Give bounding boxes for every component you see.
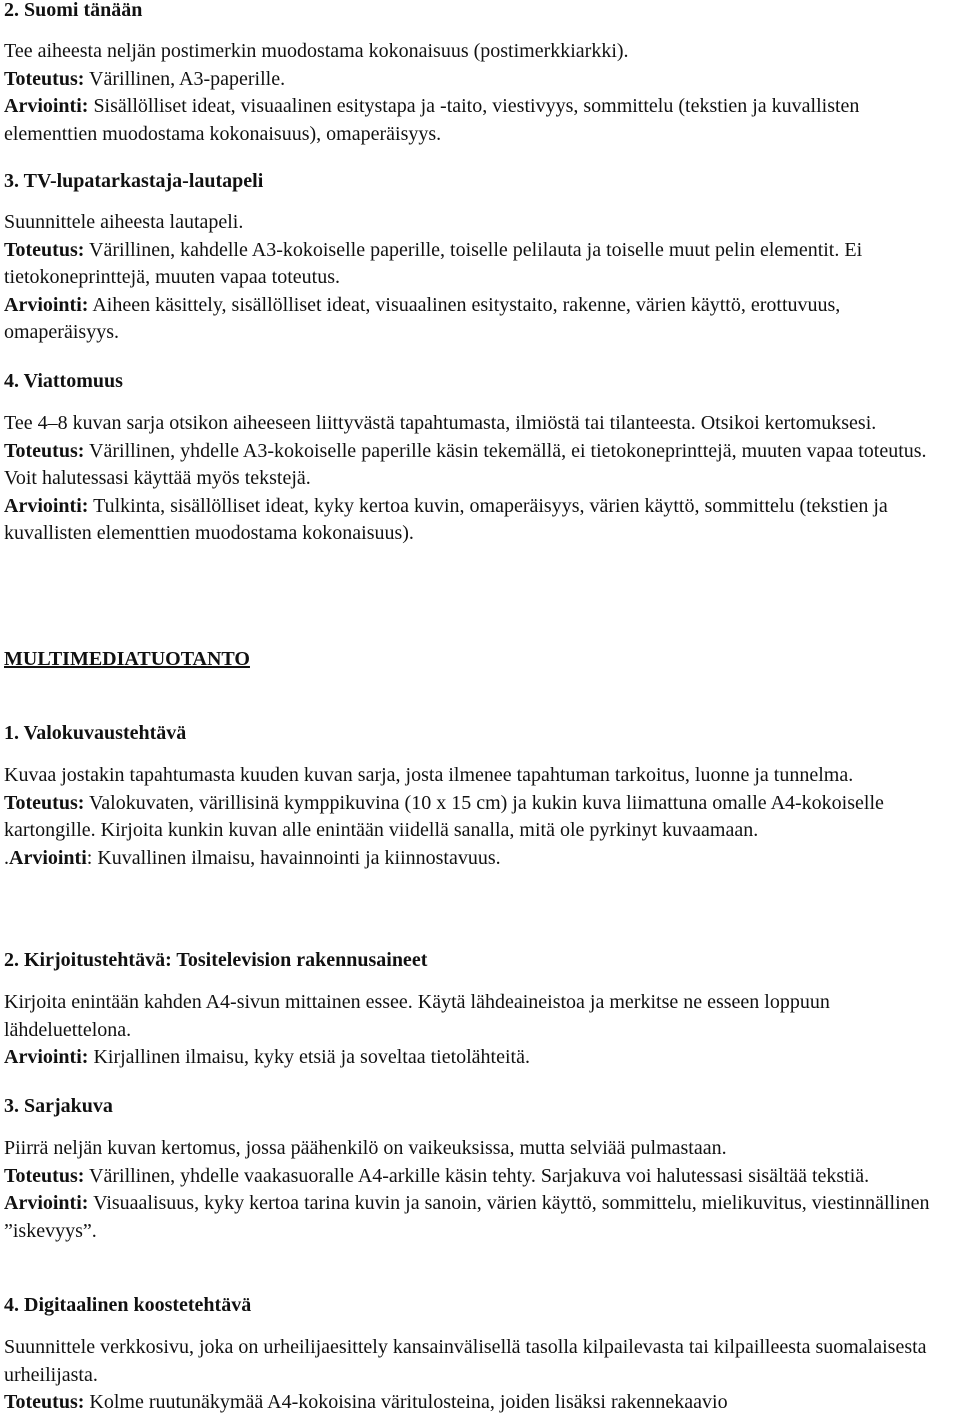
body-text: Sisällölliset ideat, visuaalinen esitystapa ja -taito, viestivyys, sommittelu (tekstien ja kuvallisten elementtien muodostama kokonaisuus), omaperäisyys. bbox=[4, 95, 860, 145]
body-text: Tulkinta, sisällölliset ideat, kyky kertoa kuvin, omaperäisyys, värien käyttö, sommittelu (tekstien ja kuvallisten elementtien muodostama kokonaisuus). bbox=[4, 494, 888, 544]
body-text: Visuaalisuus, kyky kertoa tarina kuvin ja sanoin, värien käyttö, sommittelu, mielikuvitus, viestinnällinen ”iskevyys”. bbox=[4, 1192, 930, 1242]
body-text: Kirjallinen ilmaisu, kyky etsiä ja soveltaa tietolähteitä. bbox=[88, 1046, 530, 1068]
body-text: Kolme ruutunäkymää A4-kokoisina väritulosteina, joiden lisäksi rakennekaavio bbox=[84, 1391, 728, 1413]
paragraph bbox=[4, 38, 944, 148]
body-text: Tee 4–8 kuvan sarja otsikon aiheeseen liittyvästä tapahtumasta, ilmiöstä tai tilanteesta. Otsikoi kertomuksesi. bbox=[4, 412, 877, 434]
paragraph bbox=[4, 989, 944, 1072]
section-heading: 2. Suomi tänään bbox=[4, 0, 143, 21]
field-label: Toteutus: bbox=[4, 67, 85, 90]
field-label: Toteutus: bbox=[4, 791, 85, 814]
body-text: : Kuvallinen ilmaisu, havainnointi ja kiinnostavuus. bbox=[86, 846, 501, 869]
field-label: Toteutus: bbox=[4, 1164, 85, 1187]
body-text: Piirrä neljän kuvan kertomus, jossa päähenkilö on vaikeuksissa, mutta selviää pulmastaan. bbox=[4, 1137, 727, 1159]
paragraph bbox=[4, 762, 944, 872]
section-heading: 2. Kirjoitustehtävä: Tositelevision rakennusaineet bbox=[4, 949, 428, 971]
body-text: Suunnittele aiheesta lautapeli. bbox=[4, 211, 244, 233]
body-text: Värillinen, yhdelle A3-kokoiselle paperille käsin tekemällä, ei tietokoneprinttejä, muuten vapaa toteutus. Voit halutessasi käyttää myös tekstejä. bbox=[4, 439, 927, 489]
body-text: . bbox=[4, 846, 9, 869]
body-text: Värillinen, A3-paperille. bbox=[84, 67, 286, 90]
major-heading: MULTIMEDIATUOTANTO bbox=[4, 648, 250, 670]
field-label: Arviointi: bbox=[4, 494, 89, 517]
section-heading: 1. Valokuvaustehtävä bbox=[4, 722, 187, 744]
body-text: Suunnittele verkkosivu, joka on urheilijaesittely kansainvälisellä tasolla kilpailevasta tai kilpailleesta suomalaisesta urheilijasta. bbox=[4, 1336, 927, 1386]
field-label: Arviointi: bbox=[4, 95, 89, 117]
section-heading: 4. Digitaalinen koostetehtävä bbox=[4, 1294, 252, 1316]
paragraph bbox=[4, 1334, 944, 1417]
field-label: Arviointi bbox=[9, 846, 87, 869]
field-label: Arviointi: bbox=[4, 293, 89, 316]
paragraph bbox=[4, 1135, 944, 1245]
section-heading: 3. TV-lupatarkastaja-lautapeli bbox=[4, 170, 264, 192]
section-heading: 4. Viattomuus bbox=[4, 370, 123, 392]
body-text: Aiheen käsittely, sisällölliset ideat, visuaalinen esitystaito, rakenne, värien käyttö, erottuvuus, omaperäisyys. bbox=[4, 293, 841, 343]
field-label: Toteutus: bbox=[4, 238, 85, 261]
body-text: Tee aiheesta neljän postimerkin muodostama kokonaisuus (postimerkkiarkki). bbox=[4, 40, 629, 62]
field-label: Toteutus: bbox=[4, 1391, 85, 1413]
body-text: Kuvaa jostakin tapahtumasta kuuden kuvan sarja, josta ilmenee tapahtuman tarkoitus, luonne ja tunnelma. bbox=[4, 764, 854, 786]
body-text: Kirjoita enintään kahden A4-sivun mittainen essee. Käytä lähdeaineistoa ja merkitse ne esseen loppuun lähdeluettelona. bbox=[4, 991, 830, 1041]
paragraph bbox=[4, 209, 944, 347]
field-label: Arviointi: bbox=[4, 1046, 89, 1068]
field-label: Toteutus: bbox=[4, 439, 85, 462]
body-text: Värillinen, yhdelle vaakasuoralle A4-arkille käsin tehty. Sarjakuva voi halutessasi sisältää tekstiä. bbox=[84, 1164, 870, 1187]
section-heading: 3. Sarjakuva bbox=[4, 1095, 113, 1117]
field-label: Arviointi: bbox=[4, 1192, 89, 1214]
body-text: Valokuvaten, värillisinä kymppikuvina (10 x 15 cm) ja kukin kuva liimattuna omalle A4-kokoiselle kartongille. Kirjoita kunkin kuvan alle enintään viidellä sanalla, mitä ole pyrkinyt kuvaamaan. bbox=[4, 791, 884, 841]
paragraph bbox=[4, 410, 944, 548]
body-text: Värillinen, kahdelle A3-kokoiselle paperille, toiselle pelilauta ja toiselle muut pelin elementit. Ei tietokoneprinttejä, muuten vapaa toteutus. bbox=[4, 238, 863, 288]
